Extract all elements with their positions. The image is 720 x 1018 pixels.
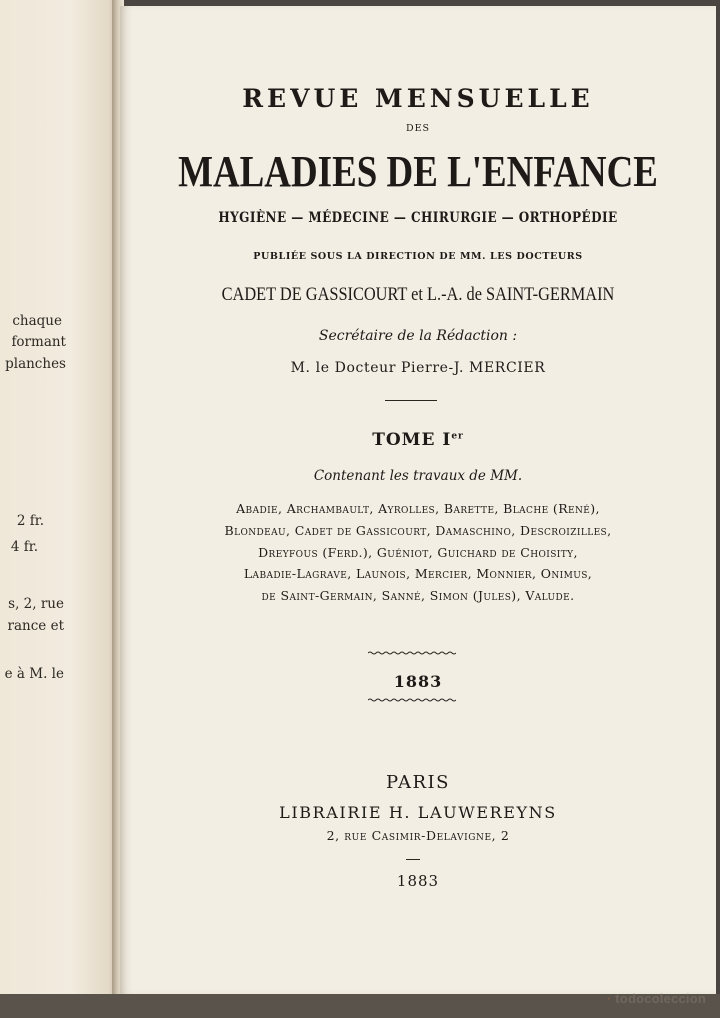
- watermark-text: todocoleccion: [615, 991, 706, 1006]
- separator-rule: [385, 400, 437, 401]
- left-text-line: formant: [11, 334, 66, 350]
- title-page: [120, 6, 716, 994]
- wavy-rule-bottom: [368, 698, 456, 702]
- watermark: [607, 991, 706, 1006]
- left-text-line: s, 2, rue: [8, 596, 64, 612]
- left-text-line: 4 fr.: [10, 539, 38, 555]
- authors-line: de Saint-Germain, Sanné, Simon (Jules), Valude.: [261, 588, 575, 604]
- authors-list: [120, 498, 716, 607]
- tome-superscript: er: [451, 431, 464, 442]
- watermark-dot: ·: [606, 991, 612, 1006]
- des-label: DES: [405, 123, 431, 134]
- address: 2, rue Casimir-Delavigne, 2: [326, 828, 510, 843]
- authors-line: Labadie-Lagrave, Launois, Mercier, Monnier, Onimus,: [243, 566, 593, 582]
- year-boxed: 1883: [393, 672, 443, 691]
- separator-dash: [406, 859, 420, 860]
- authors-line: Blondeau, Cadet de Gassicourt, Damaschino, Descroizilles,: [224, 522, 612, 538]
- publiee-line: PUBLIÉE SOUS LA DIRECTION DE MM. LES DOCTEURS: [253, 251, 583, 262]
- left-text-line: 2 fr.: [16, 513, 44, 529]
- publisher: LIBRAIRIE H. LAUWEREYNS: [279, 803, 557, 822]
- publication-year: 1883: [396, 872, 440, 890]
- authors-line: Abadie, Archambault, Ayrolles, Barette, Blache (René),: [236, 501, 600, 516]
- city: PARIS: [386, 772, 450, 793]
- left-text-line: chaque: [12, 313, 62, 329]
- tome-label: TOME I: [372, 430, 452, 450]
- main-title: MALADIES DE L'ENFANCE: [178, 147, 658, 196]
- authors-line: Dreyfous (Ferd.), Guéniot, Guichard de Choisity,: [258, 544, 578, 560]
- tome-heading: [120, 430, 716, 450]
- directors-line: CADET DE GASSICOURT et L.-A. de SAINT-GERMAIN: [221, 284, 615, 305]
- subtitle: HYGIÈNE — MÉDECINE — CHIRURGIE — ORTHOPÉDIE: [218, 210, 618, 226]
- left-text-line: planches: [5, 356, 66, 372]
- revue-heading: REVUE MENSUELLE: [242, 84, 594, 113]
- left-facing-page: [0, 0, 118, 1000]
- secretary-name: M. le Docteur Pierre-J. MERCIER: [290, 360, 546, 376]
- left-text-line: rance et: [7, 618, 64, 634]
- left-text-line: e à M. le: [4, 666, 64, 682]
- wavy-rule-top: [368, 651, 456, 655]
- contenant-line: Contenant les travaux de MM.: [313, 468, 523, 484]
- secretaire-label: Secrétaire de la Rédaction :: [318, 328, 518, 344]
